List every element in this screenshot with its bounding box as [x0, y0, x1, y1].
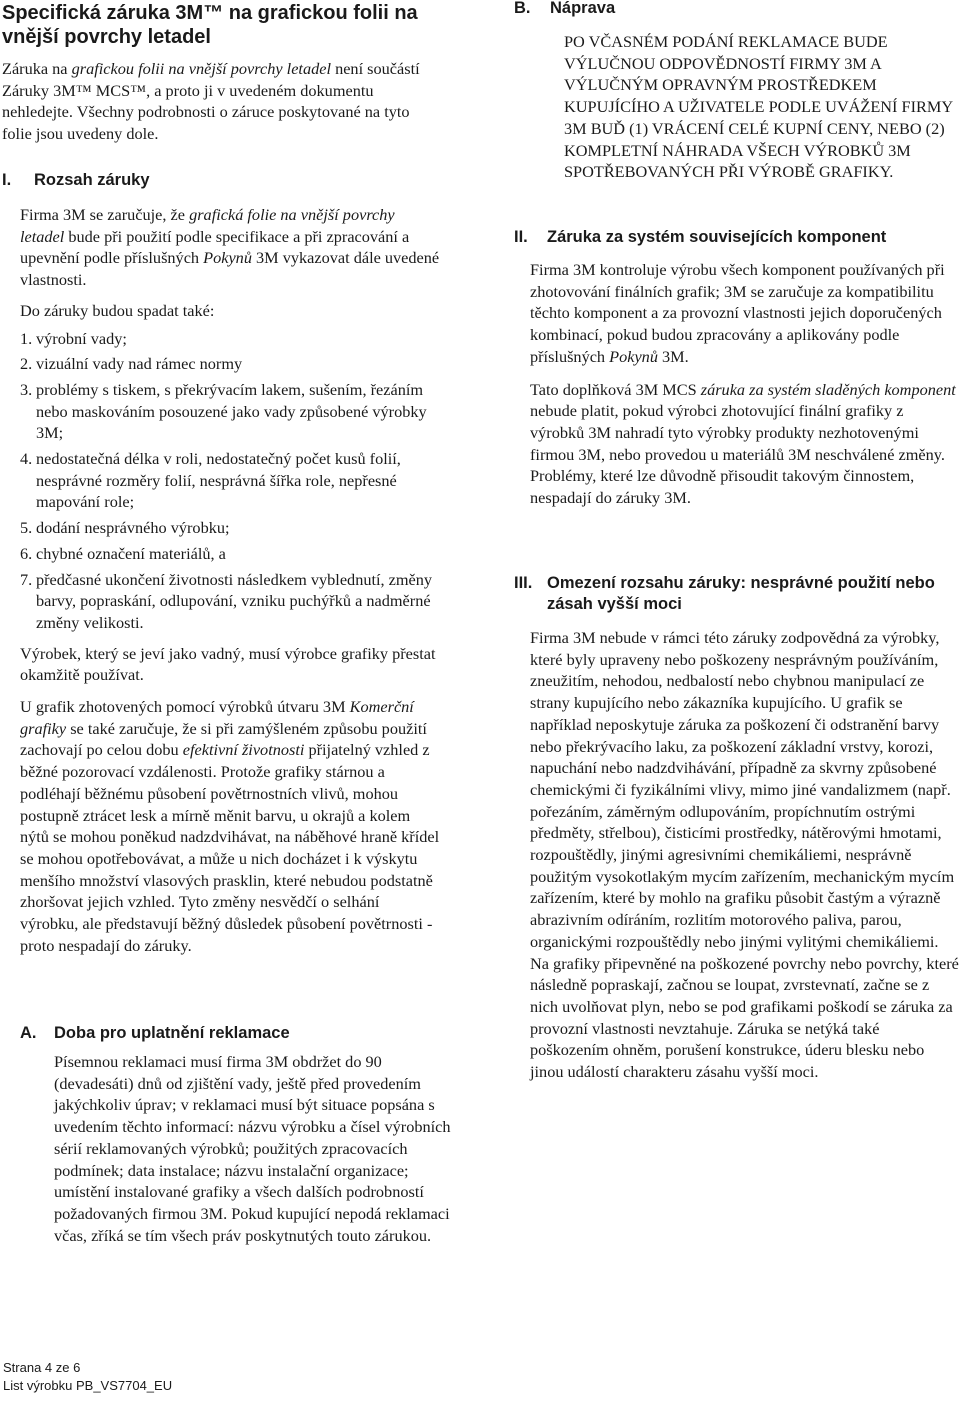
- section-body-doba: Písemnou reklamaci musí firma 3M obdržet do 90 (devadesáti) dnů od zjištění vady, ještě před provedením jakýchkoliv úprav; v reklamaci musí být situace popsána s uvedením těchto informací: názvu výrobku a čísel výrobních sérií reklamovaných výrobků; použitých zpracovacích podmínek; data instalace; názvu instalační organizace; umístění instalované grafiky a všech dalších podrobností požadovaných firmou 3M. Pokud kupující nepodá reklamaci včas, zříká se tím všech práv poskytnutých touto zárukou.: [54, 1052, 451, 1245]
- commercial-graphics-paragraph: [20, 696, 440, 956]
- section-number: A.: [20, 1024, 37, 1042]
- list-item: [20, 448, 440, 513]
- section-title: Doba pro uplatnění reklamace: [54, 1024, 290, 1042]
- text-run-italic: efektivní životnosti: [182, 740, 305, 760]
- intro-text-pre: Záruka na: [2, 59, 72, 78]
- text-run-italic: Pokynů: [609, 346, 658, 366]
- section-number: B.: [514, 0, 531, 17]
- text-run-italic: grafická folie na vnější povrchy letadel: [20, 205, 395, 246]
- text-run: 3M.: [657, 346, 689, 366]
- section-body-rozsah: [20, 204, 440, 957]
- covered-list: [20, 328, 440, 634]
- text-run-italic: Komerční grafiky: [20, 697, 414, 738]
- list-item: [20, 543, 440, 565]
- text-run: Firma 3M kontroluje výrobu všech komponent používaných při zhotovování finálních grafik; 3M se zaručuje za kompatibilitu těchto komponent a za provozní vlastnosti jejich doporučených kombinací, pokud budou zpracovány a aplikovány podle příslušných: [530, 260, 945, 366]
- text-run: se také zaručuje, že si při zamýšleném způsobu použití zachovají po celou dobu: [20, 718, 427, 760]
- section-body-omezeni: Firma 3M nebude v rámci této záruky zodpovědná za výrobky, které byly upraveny nebo poškozeny nesprávným používáním, zneužitím, nehodou, nedbalostí nebo chybnou manipulací ze strany kupujícího nebo zákazníka kupujícího. U grafik se například neposkytuje záruka za poškození či odstranění barvy nebo překrývacího laku, za poškození základní vrstvy, korozi, napuchání nebo nadzdvihávání, případně za skvrny způsobené chemickými či fyzikálními vlivy, mimo jiné vandalizmem (např. pořezáním, záměrným odlupováním, propíchnutím ostrými předměty, střelbou), čisticími prostředky, nátěrovými hmotami, rozpouštědly, jinými agresivními chemikáliemi, nesprávně použitým vysokotlakým mycím zařízením, mechanickým mycím zařízením, které by mohlo na grafiku působit častým a výrazně abrazivním odíráním, rozlitím motorového paliva, parou, organickými rozpouštědly nebo jinými vylitými chemikáliemi. Na grafiky připevněné na poškozené povrchy nebo povrchy, které následně popraskají, začnou se loupat, zvrstevnatí, začne se z nich uvolňovat plyn, nebo se pod grafikami poškodí se záruka za provozní vlastnosti nevztahuje. Záruka se netýká také poškozením ohněm, porušení konstrukce, úderu blesku nebo jinou událostí charakteru zásahu vyšší moci.: [530, 628, 959, 1082]
- list-item: [20, 353, 440, 375]
- list-text: chybné označení materiálů, a: [36, 543, 226, 563]
- section-title: Záruka za systém souvisejících komponent: [547, 228, 887, 246]
- text-run: přijatelný vzhled z běžné pozorovací vzdálenosti. Protože grafiky stárnou a podléhají běžnému působení povětrnostních vlivů, mohou postupně ztrácet lesk a mírně měnit barvu, u okrajů a kolem nýtů se mohou poněkud nadzdvihávat, na náběhové hraně křídel se mohou opotřebovávat, a může u nich docházet i k výskytu menšího množství vlasových prasklin, které nebudou podstatně zhoršovat jejich vzhled. Tyto změny nesvědčí o selhání výrobku, ale představují běžný důsledek působení povětrnosti - proto nespadají do záruky.: [20, 740, 440, 955]
- text-run: 3M vykazovat dále uvedené vlastnosti.: [20, 248, 440, 290]
- text-run: bude při použití podle specifikace a při zpracování a upevnění podle příslušných: [20, 226, 410, 268]
- list-text: vizuální vady nad rámec normy: [36, 354, 243, 374]
- section-number: II.: [514, 228, 528, 246]
- list-item: [20, 328, 440, 350]
- text-run: Tato doplňková 3M MCS: [530, 379, 701, 399]
- list-text: problémy s tiskem, s překrývacím lakem, sušením, řezáním nebo maskováním posouzené jako vady způsobené výrobky 3M;: [36, 379, 427, 443]
- list-number: 2.: [20, 354, 33, 374]
- text-run: Firma 3M se zaručuje, že: [20, 205, 190, 224]
- document-id: List výrobku PB_VS7704_EU: [3, 1378, 173, 1393]
- text-run: U grafik zhotovených pomocí výrobků útvaru 3M: [20, 697, 350, 717]
- also-covered-label: Do záruky budou spadat také:: [20, 300, 215, 320]
- text-run: nebude platit, pokud výrobci zhotovující finální grafiky z výrobků 3M nahradí tyto výrobky produkty nezhotovenými firmou 3M, nebo provedou u materiálů 3M neschválené změny. Problémy, které lze důvodně přisoudit takovým činnostem, nespadají do záruky 3M.: [530, 401, 945, 508]
- section-title: Rozsah záruky: [34, 171, 150, 189]
- list-number: 7.: [20, 569, 33, 589]
- list-number: 5.: [20, 518, 33, 538]
- list-text: výrobní vady;: [36, 328, 127, 348]
- intro-paragraph: [2, 58, 432, 144]
- page-footer: [3, 1359, 172, 1395]
- list-item: [20, 517, 440, 539]
- list-text: předčasné ukončení životnosti následkem vyblednutí, změny barvy, popraskání, odlupování, vzniku puchýřků a nadměrné změny velikosti.: [36, 569, 433, 632]
- section-body-naprava: PO VČASNÉM PODÁNÍ REKLAMACE BUDE VÝLUČNOU ODPOVĚDNOSTÍ FIRMY 3M A VÝLUČNÝM OPRAVNÝM PROSTŘEDKEM KUPUJÍCÍHO A UŽIVATELE PODLE UVÁŽENÍ FIRMY 3M BUĎ (1) VRÁCENÍ CELÉ KUPNÍ CENY, NEBO (2) KOMPLETNÍ NÁHRADA VŠECH VÝROBKŮ 3M SPOTŘEBOVANÝCH PŘI VÝROBĚ GRAFIKY.: [564, 32, 953, 182]
- system-paragraph-2: [530, 379, 958, 509]
- list-number: 3.: [20, 379, 33, 399]
- list-number: 6.: [20, 543, 33, 563]
- section-title: Náprava: [550, 0, 616, 17]
- list-item: [20, 379, 440, 444]
- section-number: III.: [514, 574, 533, 592]
- defect-paragraph: Výrobek, který se jeví jako vadný, musí výrobce grafiky přestat okamžitě používat.: [20, 643, 436, 685]
- list-number: 1.: [20, 328, 33, 348]
- intro-text-post: není součástí Záruky 3M™ MCS™, a proto ji v uvedeném dokumentu nehledejte. Všechny podrobnosti o záruce poskytované na tyto folie jsou uvedeny dole.: [2, 59, 420, 143]
- list-text: nedostatečná délka v roli, nedostatečný počet kusů folií, nesprávné rozměry folií, nesprávná šířka role, nepřesné mapování role;: [36, 449, 401, 512]
- list-item: [20, 569, 440, 634]
- page-title: Specifická záruka 3M™ na grafickou folii na vnější povrchy letadel: [2, 2, 418, 48]
- intro-text-em: grafickou folii na vnější povrchy letadel: [71, 59, 331, 78]
- text-run-italic: Pokynů: [203, 248, 252, 268]
- section-number: I.: [2, 171, 12, 189]
- section-body-system: [530, 259, 958, 509]
- section-title: Omezení rozsahu záruky: nesprávné použití nebo zásah vyšší moci: [547, 574, 935, 613]
- system-paragraph-1: [530, 259, 958, 368]
- text-run-italic: záruka za systém sladěných komponent: [700, 379, 956, 399]
- list-number: 4.: [20, 449, 33, 469]
- page-number: Strana 4 ze 6: [3, 1360, 81, 1375]
- rozsah-paragraph: [20, 204, 440, 291]
- list-text: dodání nesprávného výrobku;: [36, 518, 230, 538]
